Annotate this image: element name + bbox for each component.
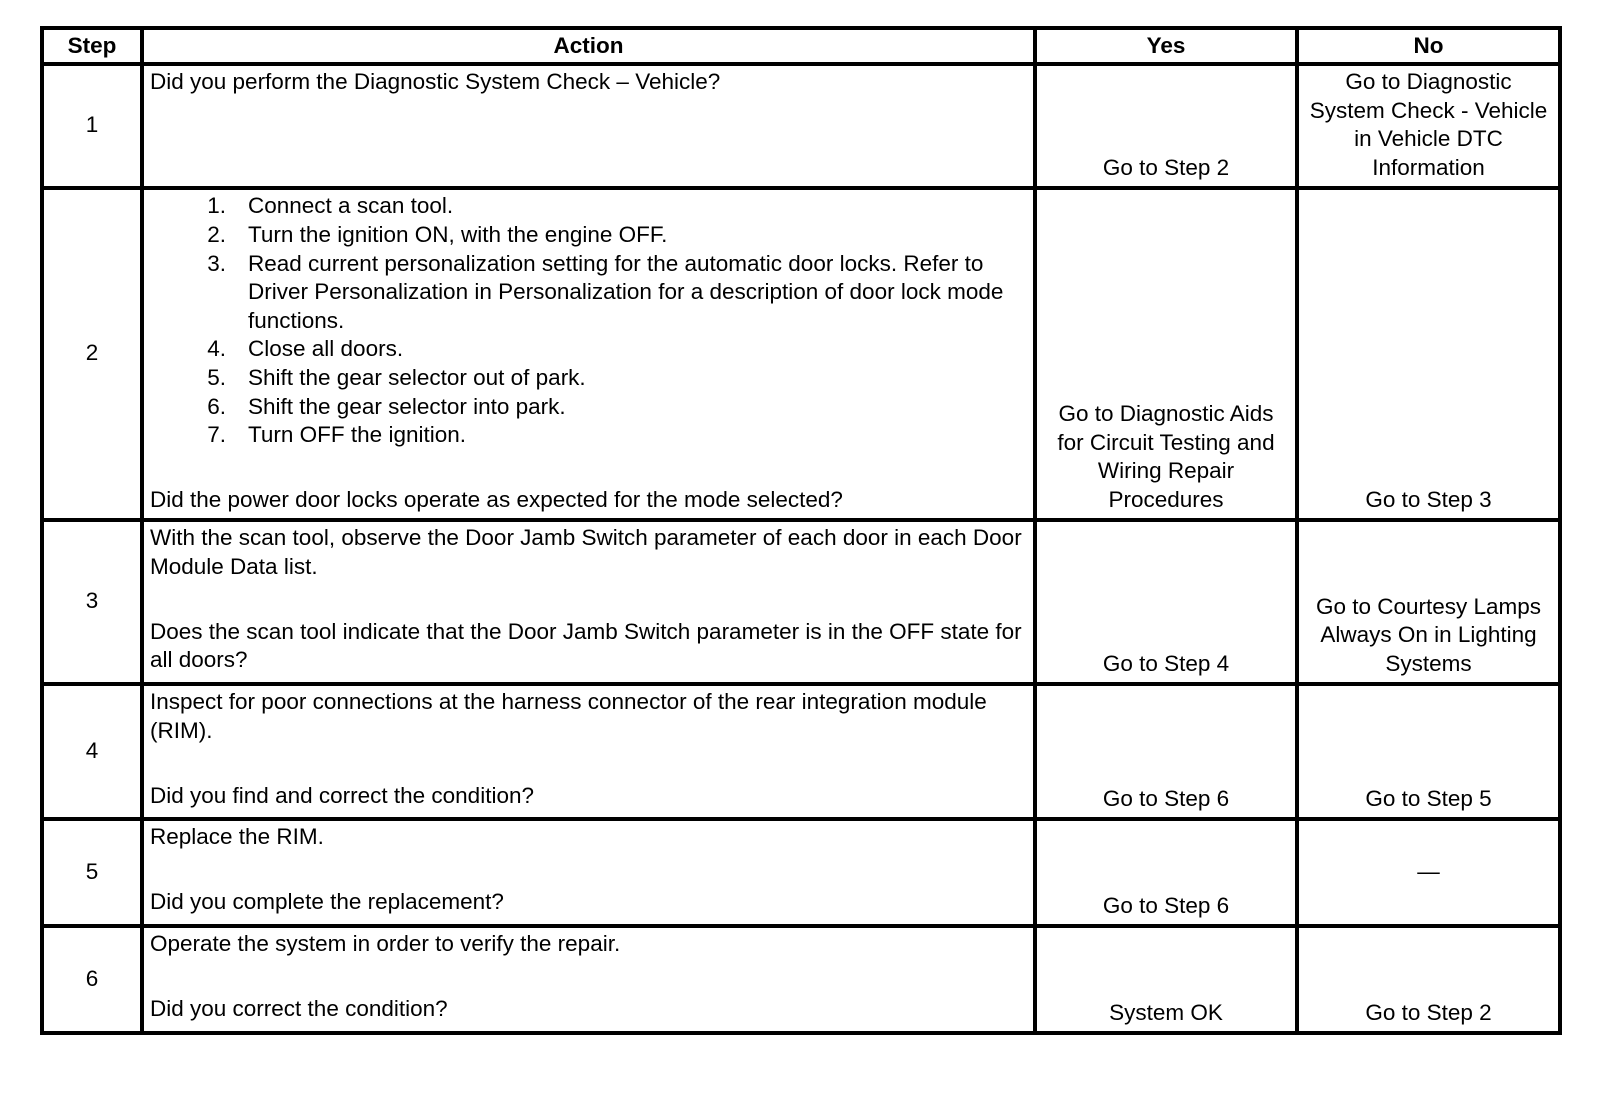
table-row	[42, 684, 1560, 819]
step-number: 6	[42, 926, 142, 1033]
action-question: Did the power door locks operate as expected for the mode selected?	[150, 486, 843, 512]
yes-cell: Go to Diagnostic Aids for Circuit Testing and Wiring Repair Procedures	[1035, 188, 1297, 520]
list-item-text: Close all doors.	[248, 336, 404, 362]
step-number: 4	[42, 684, 142, 819]
table-row	[42, 520, 1560, 684]
action-cell	[142, 520, 1035, 684]
header-step: Step	[42, 28, 142, 64]
step-number: 5	[42, 819, 142, 926]
action-cell	[142, 64, 1035, 188]
no-cell: Go to Courtesy Lamps Always On in Lighting Systems	[1297, 520, 1560, 684]
yes-cell: Go to Step 4	[1035, 520, 1297, 684]
header-row	[42, 28, 1560, 64]
diagnostic-table	[40, 26, 1562, 1035]
no-cell: Go to Step 3	[1297, 188, 1560, 520]
list-item	[150, 192, 1027, 221]
yes-cell: Go to Step 6	[1035, 684, 1297, 819]
procedure-list	[150, 192, 1027, 449]
list-item-text: Turn the ignition ON, with the engine OFF.	[248, 221, 668, 247]
action-cell	[142, 188, 1035, 520]
action-cell	[142, 926, 1035, 1033]
list-item	[150, 364, 1027, 393]
list-item-number: 5.	[207, 364, 226, 390]
step-number: 3	[42, 520, 142, 684]
list-item-number: 6.	[207, 393, 226, 419]
table-row	[42, 819, 1560, 926]
yes-cell: System OK	[1035, 926, 1297, 1033]
list-item-text: Shift the gear selector out of park.	[248, 364, 586, 390]
yes-cell: Go to Step 6	[1035, 819, 1297, 926]
list-item-number: 3.	[207, 250, 226, 276]
header-no: No	[1297, 28, 1560, 64]
no-cell: Go to Diagnostic System Check - Vehicle in Vehicle DTC Information	[1297, 64, 1560, 188]
yes-cell: Go to Step 2	[1035, 64, 1297, 188]
list-item-number: 1.	[207, 193, 226, 219]
action-question: Did you find and correct the condition?	[150, 782, 534, 808]
list-item-number: 4.	[207, 336, 226, 362]
table-row	[42, 64, 1560, 188]
step-number: 2	[42, 188, 142, 520]
list-item	[150, 250, 1027, 336]
table-row	[42, 926, 1560, 1033]
list-item-text: Turn OFF the ignition.	[248, 422, 467, 448]
action-text: Replace the RIM.	[150, 824, 324, 850]
action-text: Did you perform the Diagnostic System Check – Vehicle?	[150, 69, 721, 94]
action-cell	[142, 819, 1035, 926]
list-item-number: 7.	[207, 422, 226, 448]
list-item	[150, 421, 1027, 450]
list-item-text: Read current personalization setting for the automatic door locks. Refer to Driver Personalization in Personalization for a description of door lock mode functions.	[248, 250, 1004, 333]
header-action: Action	[142, 28, 1035, 64]
list-item-text: Shift the gear selector into park.	[248, 393, 566, 419]
no-cell: Go to Step 5	[1297, 684, 1560, 819]
no-cell: Go to Step 2	[1297, 926, 1560, 1033]
list-item	[150, 335, 1027, 364]
step-number: 1	[42, 64, 142, 188]
list-item-text: Connect a scan tool.	[248, 193, 454, 219]
list-item-number: 2.	[207, 221, 226, 247]
action-text: With the scan tool, observe the Door Jamb Switch parameter of each door in each Door Module Data list.	[150, 525, 1022, 579]
no-cell: —	[1297, 819, 1560, 926]
action-cell	[142, 684, 1035, 819]
action-question: Did you correct the condition?	[150, 995, 448, 1021]
list-item	[150, 221, 1027, 250]
action-text: Operate the system in order to verify the repair.	[150, 931, 621, 957]
action-text: Inspect for poor connections at the harness connector of the rear integration module (RIM).	[150, 689, 987, 743]
action-question: Did you complete the replacement?	[150, 888, 504, 914]
action-question: Does the scan tool indicate that the Door Jamb Switch parameter is in the OFF state for all doors?	[150, 618, 1022, 673]
table-row	[42, 188, 1560, 520]
header-yes: Yes	[1035, 28, 1297, 64]
list-item	[150, 393, 1027, 422]
